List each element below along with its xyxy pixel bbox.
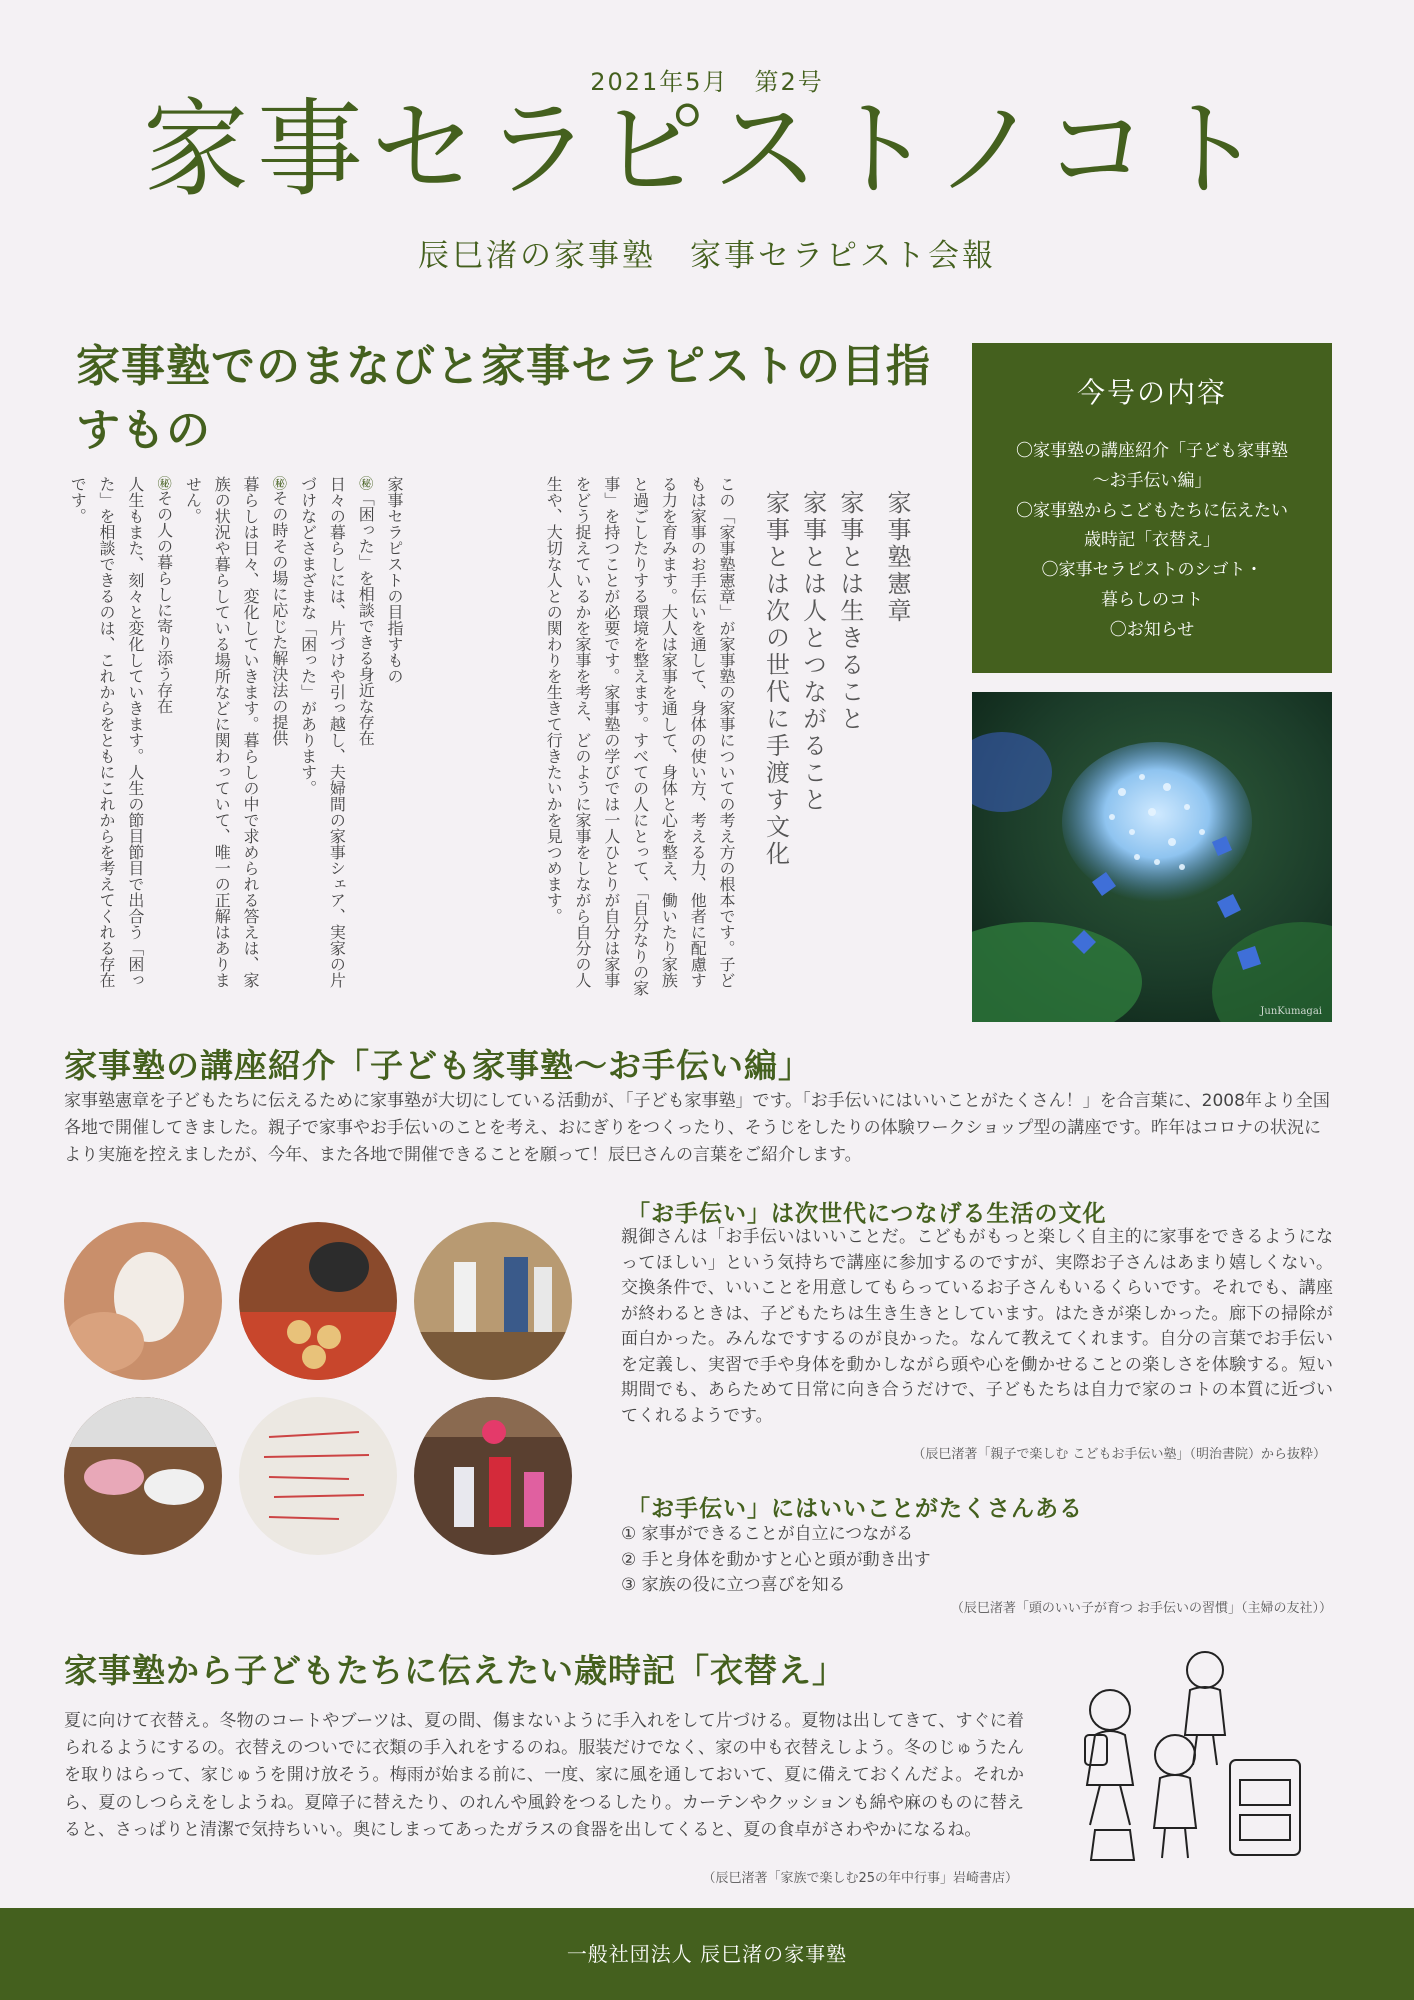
- kenshou-explanation: この「家事塾憲章」が家事塾の家事についての考え方の根本です。子どもは家事のお手伝いを通して、身体の使い方、考える力、他者に配慮する力を育みます。大人は家事を通して、身体と心を整え、働いたり家族と過ごしたりする環境を整えます。すべての人にとって、「自分なりの家事」を持つことが必要です。家事塾の学びでは一人ひとりが自分は家事をどう捉えているかを家事を考え、どのように家事をしながら自分の人生や、大切な人との関わりを生きて行きたいかを見つめます。: [544, 476, 736, 996]
- footer: 一般社団法人 辰巳渚の家事塾: [0, 1908, 1414, 2000]
- newsletter-subtitle: 辰巳渚の家事塾 家事セラピスト会報: [418, 238, 996, 274]
- goal-3-heading: その人の暮らしに寄り添う存在: [154, 490, 174, 714]
- benefit-item: ③ 家族の役に立つ喜びを知る: [621, 1575, 846, 1595]
- section3-citation: （辰巳渚著「家族で楽しむ25の年中行事」岩崎書店）: [702, 1871, 1018, 1886]
- toc-item: 暮らしのコト: [1101, 589, 1203, 610]
- kenshou-line: 家事とは人とつながること: [798, 490, 827, 814]
- kenshou-block: [756, 490, 915, 890]
- leaf-mark-icon: ㊙: [357, 476, 374, 490]
- table-of-contents: [972, 343, 1332, 673]
- goal-1-text: 日々の暮らしには、片づけや引っ越し、夫婦間の家事シェア、実家の片づけなどさまざまな「困った」があります。: [298, 476, 347, 988]
- workshop-photo: [414, 1222, 572, 1380]
- workshop-photo: [239, 1222, 397, 1380]
- sub1-heading: 「お手伝い」は次世代につなげる生活の文化: [627, 1201, 1107, 1227]
- goal-2-text: 暮らしは日々、変化していきます。暮らしの中で求められる答えは、家族の状況や暮らしている場所などに関わっていて、唯一の正解はありません。: [183, 476, 261, 988]
- section3-title: 家事塾から子どもたちに伝えたい歳時記「衣替え」: [64, 1651, 846, 1690]
- hydrangea-image: [972, 692, 1332, 1022]
- newsletter-title: 家事セラピストノコト: [142, 88, 1272, 211]
- toc-item: 〇家事塾の講座紹介「子ども家事塾: [1016, 441, 1288, 461]
- benefit-item: ② 手と身体を動かすと心と頭が動き出す: [621, 1549, 931, 1570]
- workshop-photo: [64, 1222, 222, 1380]
- sub1-body: 親御さんは「お手伝いはいいことだ。こどもがもっと楽しく自主的に家事をできるようになってほしい」という気持ちで講座に参加するのですが、実際お子さんはあまり嬉しくない。交換条件で、いいことを用意してもらっているお子さんもいるくらいです。それでも、講座が終わるときは、子どもたちは生き生きとしています。はたきが楽しかった。廊下の掃除が面白かった。みんなですするのが良かった。なんて教えてくれます。自分の言葉でお手伝いを定義し、実習で手や身体を動かしながら頭や心を働かせることの楽しさを体験する。短い期間でも、あらためて日常に向き合うだけで、子どもたちは自力で家のコトの本質に近づいてくれるようです。: [621, 1227, 1333, 1426]
- kenshou-line: 家事とは生きること: [835, 490, 864, 733]
- kenshou-line: 家事とは次の世代に手渡す文化: [761, 490, 790, 868]
- therapist-goals-heading: 家事セラピストの目指すもの: [385, 476, 404, 684]
- leaf-mark-icon: ㊙: [270, 476, 287, 490]
- leaf-mark-icon: ㊙: [155, 476, 172, 490]
- toc-item: 歳時記「衣替え」: [1084, 530, 1220, 551]
- toc-item: ～お手伝い編」: [1092, 470, 1212, 491]
- kids-illustration: [1055, 1640, 1335, 1870]
- section3-body: 夏に向けて衣替え。冬物のコートやブーツは、夏の間、傷まないように手入れをして片づける。夏物は出してきて、すぐに着られるようにするの。衣替えのついでに衣類の手入れをするのね。服装だけでなく、家の中も衣替えしよう。冬のじゅうたんを取りはらって、家じゅうを開け放そう。梅雨が始まる前に、一度、家に風を通しておいて、夏に備えておくんだよ。それから、夏のしつらえをしようね。夏障子に替えたり、のれんや風鈴をつるしたり。カーテンやクッションも綿や麻のものに替えると、さっぱりと清潔で気持ちいい。奥にしまってあったガラスの食器を出してくると、夏の食卓がさわやかになるね。: [64, 1711, 1024, 1840]
- goal-2-heading: その時その場に応じた解決法の提供: [269, 490, 289, 746]
- hydrangea-photo: [972, 692, 1332, 1022]
- photo-credit: JunKumagai: [1260, 1006, 1322, 1017]
- toc-list: [972, 437, 1332, 645]
- section2-title: 家事塾の講座紹介「子ども家事塾～お手伝い編」: [64, 1046, 812, 1085]
- goal-1-heading: 「困った」を相談できる身近な存在: [356, 490, 376, 746]
- benefits-list: [621, 1522, 931, 1599]
- section1-title: 家事塾でのまなびと家事セラピストの目指すもの: [76, 341, 931, 456]
- kenshou-heading: 家事塾憲章: [883, 490, 911, 625]
- workshop-photo: [64, 1397, 222, 1555]
- toc-title: 今号の内容: [1076, 376, 1227, 409]
- toc-item: 〇家事塾からこどもたちに伝えたい: [1016, 500, 1288, 521]
- workshop-photo: [414, 1397, 572, 1555]
- sub1-citation: （辰巳渚著「親子で楽しむ こどもお手伝い塾」（明治書院）から抜粋）: [912, 1447, 1326, 1462]
- benefit-item: ① 家事ができることが自立につながる: [621, 1524, 914, 1544]
- therapist-goals: [68, 476, 408, 1001]
- sub2-citation: （辰巳渚著「頭のいい子が育つ お手伝いの習慣」（主婦の友社））: [950, 1601, 1332, 1616]
- section2-intro: 家事塾憲章を子どもたちに伝えるために家事塾が大切にしている活動が、「子ども家事塾」です。「お手伝いにはいいことがたくさん！」を合言葉に、2008年より全国各地で開催してきました。親子で家事やお手伝いのことを考え、おにぎりをつくったり、そうじをしたりの体験ワークショップ型の講座です。昨年はコロナの状況により実施を控えましたが、今年、また各地で開催できることを願って！辰巳さんの言葉をご紹介します。: [64, 1091, 1330, 1166]
- toc-item: 〇お知らせ: [1109, 619, 1195, 640]
- issue-date: 2021年5月 第2号: [590, 68, 824, 96]
- workshop-photo: [239, 1397, 397, 1555]
- sub2-heading: 「お手伝い」にはいいことがたくさんある: [627, 1496, 1083, 1522]
- toc-item: 〇家事セラピストのシゴト・: [1041, 560, 1263, 580]
- goal-3-text: 人生もまた、刻々と変化していきます。人生の節目節目で出合う「困った」を相談できるのは、これからをともにこれからを考えてくれる存在です。: [68, 476, 145, 988]
